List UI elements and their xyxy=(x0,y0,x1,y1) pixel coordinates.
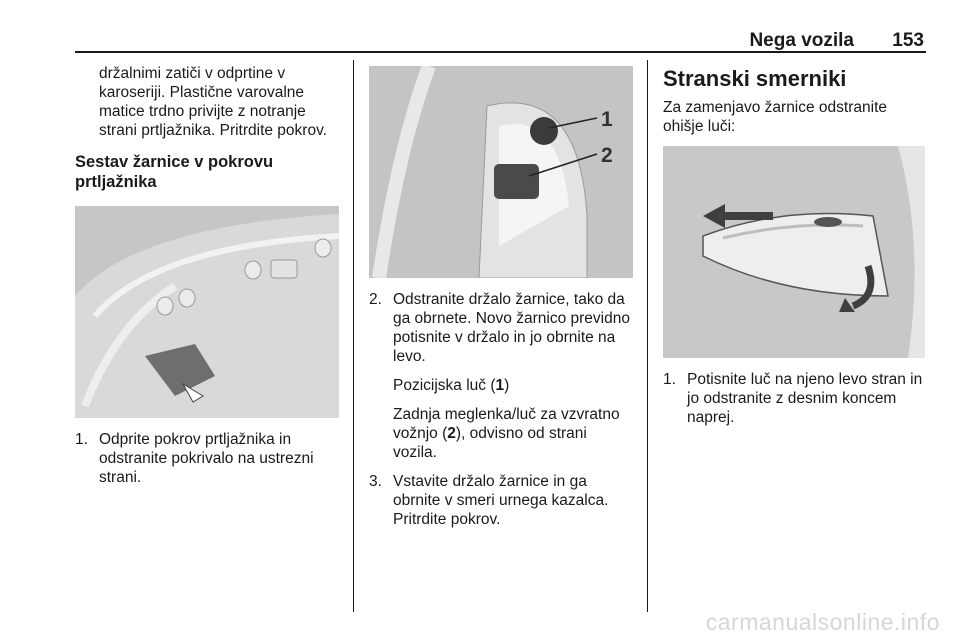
column-divider xyxy=(353,60,354,612)
chapter-title: Nega vozila xyxy=(749,30,854,51)
figure-bulb-holder xyxy=(369,66,633,278)
watermark: carmanualsonline.info xyxy=(705,609,940,635)
list-item xyxy=(369,290,633,366)
step-text: Odstranite držalo žarnice, tako da ga obrnete. Novo žarnico previdno potisnite v držalo in jo obrnite na levo. xyxy=(393,291,630,365)
figure-trunk-lid xyxy=(75,206,339,418)
note-fog-light: Zadnja meglenka/luč za vzvratno vožnjo (2), odvisno od strani vozila. xyxy=(393,406,620,461)
note-position-light: Pozicijska luč (1) xyxy=(393,377,510,394)
trunk-lid-illustration xyxy=(75,206,339,418)
figure-side-indicator xyxy=(663,146,925,358)
column-divider xyxy=(647,60,648,612)
page-number: 153 xyxy=(892,30,924,51)
bulb-holder-illustration xyxy=(369,66,633,278)
side-indicator-illustration xyxy=(663,146,925,358)
step-number: 2. xyxy=(369,291,382,308)
column-left xyxy=(75,64,345,487)
list-item xyxy=(369,472,633,529)
column-right xyxy=(663,66,925,427)
callout-2: 2 xyxy=(601,144,613,167)
step-number: 3. xyxy=(369,473,382,490)
list-item xyxy=(75,430,345,487)
section-heading: Stranski smerniki xyxy=(663,66,847,91)
intro-paragraph: Za zamenjavo žarnice odstranite ohišje luči: xyxy=(663,99,888,135)
step-text: Potisnite luč na njeno levo stran in jo odstranite z desnim koncem naprej. xyxy=(687,371,923,426)
step-number: 1. xyxy=(663,371,676,388)
header-rule xyxy=(75,51,926,53)
step-text: Vstavite držalo žarnice in ga obrnite v smeri urnega kazalca. Pritrdite pokrov. xyxy=(393,473,609,528)
intro-paragraph: držalnimi zatiči v odprtine v karoseriji. Plastične varovalne matice trdno privijte z notranje strani prtljažnika. Pritrdite pokrov. xyxy=(99,65,327,139)
step-text: Odprite pokrov prtljažnika in odstranite pokrivalo na ustrezni strani. xyxy=(99,431,314,486)
step-number: 1. xyxy=(75,431,88,448)
list-item xyxy=(663,370,925,427)
callout-1: 1 xyxy=(601,108,613,131)
section-heading: Sestav žarnice v pokrovu prtljažnika xyxy=(75,153,274,191)
column-middle xyxy=(369,66,633,529)
